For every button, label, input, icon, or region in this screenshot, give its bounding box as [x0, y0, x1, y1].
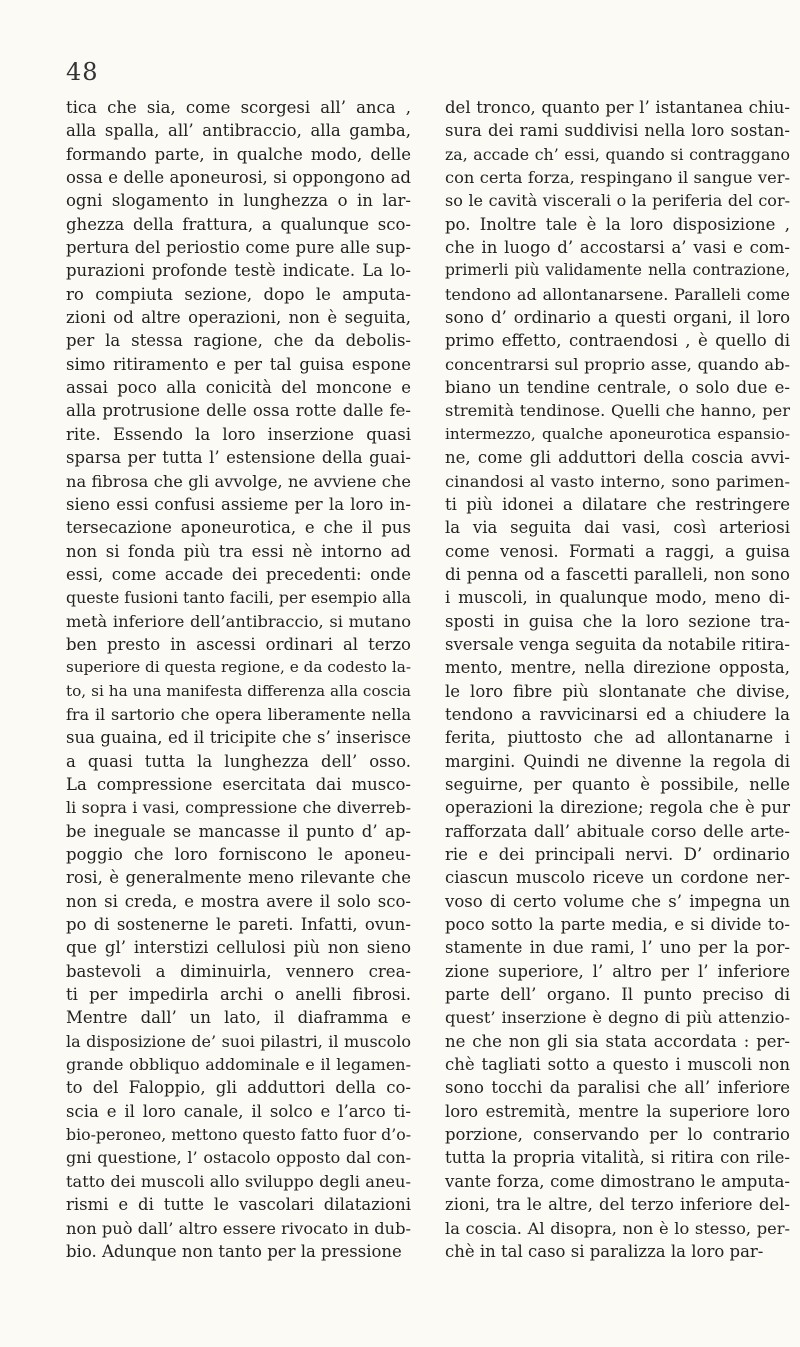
right-column-line: mento, mentre, nella direzione opposta, [445, 658, 790, 678]
right-column-line: rafforzata dall’ abituale corso delle arte- [445, 821, 790, 841]
left-column-line: ghezza della frattura, a qualunque sco- [66, 214, 411, 234]
right-column-line: intermezzo, qualche aponeurotica espansio- [445, 424, 790, 443]
right-column-line: del tronco, quanto per l’ istantanea chiu- [445, 98, 790, 117]
right-column-line: ciascun muscolo riceve un cordone ner- [445, 868, 790, 888]
right-column-line: so le cavità viscerali o la periferia del cor- [445, 191, 790, 211]
right-column-line: stremità tendinose. Quelli che hanno, per [445, 401, 790, 421]
right-column-line: voso di certo volume che s’ impegna un [445, 891, 790, 911]
left-column-line: purazioni profonde testè indicate. La lo- [66, 261, 411, 281]
left-column-line: superiore di questa regione, e da codesto la- [66, 658, 411, 677]
right-column-line: ne, come gli adduttori della coscia avvi- [445, 448, 790, 468]
page-number: 48 [66, 58, 99, 86]
right-column-line: primerli più validamente nella contrazione, [445, 261, 790, 280]
right-column-line: parte dell’ organo. Il punto preciso di [445, 985, 790, 1005]
left-column-line: formando parte, in qualche modo, delle [66, 144, 411, 164]
right-column-line: chè tagliati sotto a questo i muscoli non [445, 1055, 790, 1075]
left-column-line: metà inferiore dell’antibraccio, si mutano [66, 611, 411, 631]
left-column-line: grande obbliquo addominale e il legamen- [66, 1055, 411, 1075]
right-column-line: za, accade ch’ essi, quando si contraggano [445, 144, 790, 164]
right-column-line: quest’ inserzione è degno di più attenzio- [445, 1008, 790, 1028]
right-column-line: poco sotto la parte media, e si divide to- [445, 915, 790, 935]
left-column-line: bio. Adunque non tanto per la pressione [66, 1241, 402, 1261]
left-column-line: que gl’ interstizi cellulosi più non sieno [66, 938, 411, 958]
right-column-line: come venosi. Formati a raggi, a guisa [445, 541, 790, 561]
left-column-line: queste fusioni tanto facili, per esempio alla [66, 588, 411, 608]
left-column-line: alla protrusione delle ossa rotte dalle fe- [66, 401, 411, 421]
left-column-line: simo ritiramento e per tal guisa espone [66, 354, 411, 374]
right-column-line: concentrarsi sul proprio asse, quando ab- [445, 354, 790, 374]
right-column-line: ferita, piuttosto che ad allontanarne i [445, 728, 790, 748]
left-column-line: rismi e di tutte le vascolari dilatazioni [66, 1195, 411, 1215]
left-column-line: per la stessa ragione, che da debolis- [66, 331, 411, 351]
right-column-line: seguirne, per quanto è possibile, nelle [445, 774, 790, 794]
left-column-line: alla spalla, all’ antibraccio, alla gamba, [66, 121, 411, 141]
left-column-line: rosi, è generalmente meno rilevante che [66, 868, 411, 888]
right-column-line: tendono a ravvicinarsi ed a chiudere la [445, 704, 790, 724]
right-column-line: porzione, conservando per lo contrario [445, 1125, 790, 1145]
right-column-line: sono d’ ordinario a questi organi, il loro [445, 308, 790, 328]
left-column-line: fra il sartorio che opera liberamente nella [66, 704, 411, 724]
right-column-line: zioni, tra le altre, del terzo inferiore del- [445, 1195, 790, 1215]
left-column-line: essi, come accade dei precedenti: onde [66, 564, 411, 584]
left-column-line: pertura del periostio come pure alle sup- [66, 238, 411, 258]
right-column-line: sono tocchi da paralisi che all’ inferiore [445, 1078, 790, 1098]
left-column-line: rite. Essendo la loro inserzione quasi [66, 424, 411, 444]
right-column-line: sversale venga seguita da notabile ritira- [445, 634, 790, 654]
left-column-line: li sopra i vasi, compressione che diverreb- [66, 798, 411, 818]
left-column-line: to, si ha una manifesta differenza alla coscia [66, 681, 411, 700]
left-column-line: La compressione esercitata dai musco- [66, 774, 411, 794]
left-column-line: tica che sia, come scorgesi all’ anca , [66, 98, 411, 117]
left-column-line: assai poco alla conicità del moncone e [66, 378, 411, 398]
left-column-line: ogni slogamento in lunghezza o in lar- [66, 191, 411, 211]
right-column-line: che in luogo d’ accostarsi a’ vasi e com- [445, 238, 790, 258]
left-column-line: gni questione, l’ ostacolo opposto dal con- [66, 1148, 411, 1168]
right-column-line: con certa forza, respingano il sangue ver- [445, 168, 790, 188]
right-column-line: zione superiore, l’ altro per l’ inferiore [445, 961, 790, 981]
left-column-line: na fibrosa che gli avvolge, ne avviene che [66, 471, 411, 491]
right-column-line: operazioni la direzione; regola che è pur [445, 798, 790, 818]
left-column-line: bastevoli a diminuirla, vennero crea- [66, 961, 411, 981]
left-column-line: sparsa per tutta l’ estensione della guai- [66, 448, 411, 468]
left-column-line: po di sostenerne le pareti. Infatti, ovun- [66, 915, 411, 935]
left-column-line: sieno essi confusi assieme per la loro in- [66, 494, 411, 514]
right-column-line: vante forza, come dimostrano le amputa- [445, 1171, 790, 1191]
left-column-line: la disposizione de’ suoi pilastri, il muscolo [66, 1031, 411, 1051]
right-column-line: la via seguita dai vasi, così arteriosi [445, 518, 790, 538]
right-column-line: po. Inoltre tale è la loro disposizione , [445, 214, 790, 234]
right-column-line: cinandosi al vasto interno, sono parimen- [445, 471, 790, 491]
left-column-line: ro compiuta sezione, dopo le amputa- [66, 284, 411, 304]
left-column-line: to del Faloppio, gli adduttori della co- [66, 1078, 411, 1098]
right-column-line: la coscia. Al disopra, non è lo stesso, per- [445, 1218, 790, 1238]
right-column-line: di penna od a fascetti paralleli, non sono [445, 564, 790, 584]
left-column-line: zioni od altre operazioni, non è seguita, [66, 308, 411, 328]
right-column-line: chè in tal caso si paralizza la loro par- [445, 1241, 764, 1261]
left-column-line: poggio che loro forniscono le aponeu- [66, 845, 411, 864]
right-column-line: loro estremità, mentre la superiore loro [445, 1101, 790, 1121]
right-column-line: i muscoli, in qualunque modo, meno di- [445, 588, 790, 608]
left-column-line: scia e il loro canale, il solco e l’arco ti- [66, 1101, 411, 1121]
right-text-column [445, 96, 790, 1263]
right-column-line: ne che non gli sia stata accordata : per- [445, 1031, 790, 1051]
left-text-column [66, 96, 411, 1263]
left-column-line: non può dall’ altro essere rivocato in dub- [66, 1218, 411, 1238]
left-column-line: non si fonda più tra essi nè intorno ad [66, 541, 411, 561]
left-column-line: tatto dei muscoli allo sviluppo degli aneu- [66, 1171, 411, 1191]
left-column-line: ossa e delle aponeurosi, si oppongono ad [66, 168, 411, 188]
right-column-line: sura dei rami suddivisi nella loro sostan- [445, 121, 790, 141]
left-column-line: sua guaina, ed il tricipite che s’ inserisce [66, 728, 411, 748]
right-column-line: tendono ad allontanarsene. Paralleli come [445, 284, 790, 304]
left-column-line: a quasi tutta la lunghezza dell’ osso. [66, 751, 411, 771]
right-column-line: tutta la propria vitalità, si ritira con rile- [445, 1148, 790, 1168]
right-column-line: margini. Quindi ne divenne la regola di [445, 751, 790, 771]
right-column-line: ti più idonei a dilatare che restringere [445, 494, 790, 514]
left-column-line: non si creda, e mostra avere il solo sco- [66, 891, 411, 911]
right-column-line: le loro fibre più slontanate che divise, [445, 681, 790, 701]
left-column-line: be ineguale se mancasse il punto d’ ap- [66, 821, 411, 841]
left-column-line: bio-peroneo, mettono questo fatto fuor d’o- [66, 1125, 412, 1145]
right-column-line: rie e dei principali nervi. D’ ordinario [445, 845, 790, 864]
right-column-line: primo effetto, contraendosi , è quello di [445, 331, 790, 351]
left-column-line: Mentre dall’ un lato, il diaframma e [66, 1008, 411, 1028]
left-column-line: ti per impedirla archi o anelli fibrosi. [66, 985, 411, 1005]
left-column-line: ben presto in ascessi ordinari al terzo [66, 634, 411, 654]
left-column-line: tersecazione aponeurotica, e che il pus [66, 518, 411, 538]
right-column-line: sposti in guisa che la loro sezione tra- [445, 611, 790, 631]
right-column-line: biano un tendine centrale, o solo due e- [445, 378, 790, 398]
right-column-line: stamente in due rami, l’ uno per la por- [445, 938, 790, 958]
